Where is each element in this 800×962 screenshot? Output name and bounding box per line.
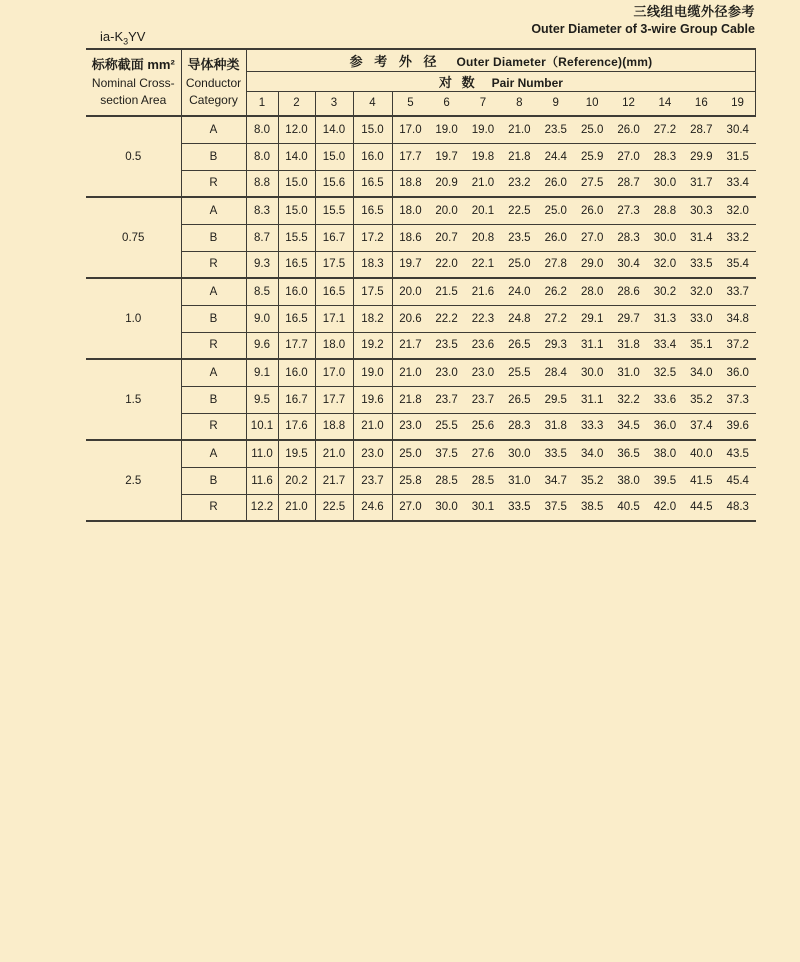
pair-number-header-cell: 7 — [465, 91, 501, 116]
diameter-value-cell: 26.0 — [538, 170, 574, 197]
diameter-value-cell: 20.0 — [399, 285, 422, 298]
diameter-value-cell: 17.0 — [399, 123, 422, 136]
diameter-value-cell: 36.0 — [647, 413, 683, 440]
diameter-value-cell: 32.0 — [726, 204, 749, 217]
diameter-value-cell: 29.0 — [574, 251, 610, 278]
diameter-value-cell: 16.0 — [353, 143, 392, 170]
diameter-value-cell: 8.5 — [246, 278, 278, 305]
diameter-value-cell: 16.5 — [315, 278, 353, 305]
diameter-value-cell: 19.0 — [353, 359, 392, 386]
diameter-value-cell: 33.4 — [647, 332, 683, 359]
diameter-value-cell: 9.3 — [246, 251, 278, 278]
diameter-value-cell: 21.8 — [501, 143, 537, 170]
nominal-size-cell: 0.5 — [86, 116, 181, 197]
diameter-value-cell: 18.6 — [392, 224, 428, 251]
diameter-value-cell: 18.0 — [315, 332, 353, 359]
diameter-value-cell: 23.0 — [392, 413, 428, 440]
diameter-value-cell: 31.5 — [720, 143, 756, 170]
diameter-value-cell: 27.0 — [392, 494, 428, 521]
diameter-value-cell: 31.4 — [683, 224, 719, 251]
diameter-value-cell: 16.7 — [315, 224, 353, 251]
table-row — [86, 440, 756, 467]
diameter-value-cell: 35.4 — [720, 251, 756, 278]
diameter-value-cell: 28.3 — [647, 143, 683, 170]
page-title — [531, 4, 755, 37]
diameter-value-cell: 25.0 — [501, 251, 537, 278]
diameter-value-cell: 30.0 — [580, 366, 604, 379]
page-title-zh: 三线组电缆外径参考 — [633, 4, 755, 19]
diameter-value-cell: 32.2 — [610, 386, 646, 413]
diameter-value-cell: 16.5 — [278, 305, 315, 332]
conductor-category-cell: B — [181, 467, 246, 494]
diameter-value-cell: 35.2 — [574, 467, 610, 494]
diameter-value-cell: 19.6 — [353, 386, 392, 413]
nominal-size-cell: 0.75 — [86, 197, 181, 278]
diameter-value-cell: 39.5 — [647, 467, 683, 494]
diameter-value-cell: 27.2 — [653, 123, 677, 136]
diameter-value-cell: 21.0 — [508, 123, 531, 136]
conductor-category-cell: R — [181, 170, 246, 197]
diameter-value-cell: 37.2 — [720, 332, 756, 359]
nominal-cross-section-header-en1: Nominal Cross- — [91, 75, 175, 90]
diameter-value-cell: 28.4 — [544, 366, 567, 379]
diameter-value-cell: 30.4 — [610, 251, 646, 278]
diameter-value-cell: 9.1 — [246, 359, 278, 386]
diameter-value-cell: 32.0 — [690, 285, 713, 298]
diameter-value-cell: 20.0 — [435, 204, 458, 217]
outer-diameter-span-header-zh: 参 考 外 径 — [349, 53, 441, 69]
conductor-category-cell: R — [181, 332, 246, 359]
conductor-category-cell: B — [181, 386, 246, 413]
diameter-value-cell: 44.5 — [683, 494, 719, 521]
diameter-value-cell: 30.2 — [653, 285, 677, 298]
diameter-value-cell: 28.5 — [428, 467, 464, 494]
diameter-value-cell: 22.2 — [428, 305, 464, 332]
diameter-value-cell: 22.0 — [428, 251, 464, 278]
diameter-value-cell: 30.3 — [690, 204, 713, 217]
diameter-value-cell: 23.5 — [428, 332, 464, 359]
diameter-value-cell: 28.7 — [610, 170, 646, 197]
diameter-value-cell: 16.0 — [278, 278, 315, 305]
diameter-value-cell: 12.2 — [246, 494, 278, 521]
diameter-value-cell: 41.5 — [683, 467, 719, 494]
diameter-value-cell: 21.0 — [465, 170, 501, 197]
conductor-category-cell: A — [181, 197, 246, 224]
diameter-value-cell: 33.5 — [501, 494, 537, 521]
diameter-value-cell: 9.6 — [246, 332, 278, 359]
diameter-value-cell: 21.7 — [315, 467, 353, 494]
cable-model-label — [100, 29, 145, 47]
diameter-value-cell: 8.3 — [246, 197, 278, 224]
nominal-size-cell: 1.0 — [86, 278, 181, 359]
nominal-cross-section-header-zh: 标称截面 mm² — [91, 56, 175, 72]
diameter-value-cell: 31.7 — [683, 170, 719, 197]
diameter-value-cell: 23.7 — [465, 386, 501, 413]
diameter-value-cell: 30.0 — [647, 224, 683, 251]
diameter-value-cell: 34.8 — [720, 305, 756, 332]
diameter-value-cell: 35.1 — [683, 332, 719, 359]
diameter-value-cell: 29.5 — [538, 386, 574, 413]
diameter-value-cell: 20.8 — [465, 224, 501, 251]
diameter-value-cell: 36.0 — [726, 366, 749, 379]
diameter-value-cell: 17.7 — [392, 143, 428, 170]
cable-model-suffix: YV — [128, 29, 146, 44]
pair-number-header-cell: 19 — [720, 91, 756, 116]
diameter-value-cell: 8.0 — [246, 116, 278, 143]
conductor-category-header — [181, 49, 246, 116]
nominal-size-cell: 2.5 — [86, 440, 181, 521]
diameter-value-cell: 23.6 — [465, 332, 501, 359]
diameter-value-cell: 28.3 — [501, 413, 537, 440]
diameter-value-cell: 17.7 — [315, 386, 353, 413]
pair-number-header-cell: 14 — [647, 91, 683, 116]
diameter-value-cell: 17.0 — [315, 359, 353, 386]
diameter-value-cell: 36.5 — [617, 447, 640, 460]
diameter-value-cell: 19.0 — [435, 123, 458, 136]
diameter-value-cell: 23.2 — [501, 170, 537, 197]
pair-number-header-cell: 4 — [353, 91, 392, 116]
conductor-category-header-zh: 导体种类 — [187, 56, 240, 72]
pair-number-span-header — [246, 71, 756, 91]
diameter-value-cell: 20.1 — [471, 204, 495, 217]
conductor-category-cell: A — [181, 116, 246, 143]
diameter-value-cell: 33.7 — [726, 285, 749, 298]
diameter-value-cell: 22.3 — [465, 305, 501, 332]
diameter-value-cell: 33.4 — [720, 170, 756, 197]
diameter-value-cell: 30.1 — [465, 494, 501, 521]
diameter-value-cell: 38.0 — [653, 447, 677, 460]
diameter-value-cell: 15.0 — [315, 143, 353, 170]
diameter-value-cell: 29.9 — [683, 143, 719, 170]
diameter-value-cell: 27.8 — [538, 251, 574, 278]
table-row — [86, 224, 756, 251]
diameter-value-cell: 8.0 — [246, 143, 278, 170]
diameter-value-cell: 11.6 — [246, 467, 278, 494]
conductor-category-cell: A — [181, 440, 246, 467]
diameter-value-cell: 8.7 — [246, 224, 278, 251]
diameter-value-cell: 24.0 — [508, 285, 531, 298]
diameter-value-cell: 34.5 — [610, 413, 646, 440]
diameter-value-cell: 32.5 — [653, 366, 677, 379]
diameter-value-cell: 25.0 — [580, 123, 604, 136]
table-row — [86, 116, 756, 143]
pair-number-header-cell: 3 — [315, 91, 353, 116]
diameter-value-cell: 33.2 — [720, 224, 756, 251]
diameter-value-cell: 15.5 — [315, 197, 353, 224]
diameter-value-cell: 19.2 — [353, 332, 392, 359]
table-row — [86, 413, 756, 440]
diameter-value-cell: 15.6 — [315, 170, 353, 197]
diameter-value-cell: 45.4 — [720, 467, 756, 494]
diameter-value-cell: 20.2 — [278, 467, 315, 494]
pair-number-header-cell: 2 — [278, 91, 315, 116]
diameter-value-cell: 28.3 — [610, 224, 646, 251]
diameter-value-cell: 39.6 — [720, 413, 756, 440]
diameter-value-cell: 15.0 — [278, 170, 315, 197]
diameter-value-cell: 30.0 — [508, 447, 531, 460]
diameter-value-cell: 15.0 — [278, 197, 315, 224]
diameter-value-cell: 21.0 — [353, 413, 392, 440]
conductor-category-cell: R — [181, 494, 246, 521]
conductor-category-cell: B — [181, 224, 246, 251]
diameter-value-cell: 10.1 — [246, 413, 278, 440]
diameter-value-cell: 17.5 — [353, 278, 392, 305]
pair-number-header-cell: 5 — [392, 91, 428, 116]
diameter-value-cell: 42.0 — [647, 494, 683, 521]
diameter-value-cell: 37.5 — [435, 447, 458, 460]
table-row — [86, 278, 756, 305]
diameter-value-cell: 21.7 — [392, 332, 428, 359]
diameter-value-cell: 26.0 — [580, 204, 604, 217]
diameter-value-cell: 23.5 — [544, 123, 567, 136]
diameter-value-cell: 24.4 — [538, 143, 574, 170]
diameter-value-cell: 21.0 — [399, 366, 422, 379]
diameter-value-cell: 31.8 — [610, 332, 646, 359]
diameter-value-cell: 21.6 — [471, 285, 495, 298]
diameter-value-cell: 23.0 — [353, 440, 392, 467]
diameter-value-cell: 20.6 — [392, 305, 428, 332]
table-head — [86, 49, 756, 116]
diameter-value-cell: 33.5 — [544, 447, 567, 460]
diameter-value-cell: 20.7 — [428, 224, 464, 251]
diameter-value-cell: 11.0 — [246, 440, 278, 467]
diameter-value-cell: 28.8 — [653, 204, 677, 217]
diameter-value-cell: 24.6 — [353, 494, 392, 521]
conductor-category-cell: A — [181, 278, 246, 305]
nominal-cross-section-header-en2: section Area — [100, 92, 167, 107]
diameter-value-cell: 26.0 — [538, 224, 574, 251]
diameter-value-cell: 40.5 — [610, 494, 646, 521]
diameter-value-cell: 23.5 — [501, 224, 537, 251]
diameter-value-cell: 32.0 — [647, 251, 683, 278]
pair-number-header-cell: 1 — [246, 91, 278, 116]
diameter-value-cell: 15.0 — [353, 116, 392, 143]
conductor-category-cell: A — [181, 359, 246, 386]
diameter-value-cell: 25.5 — [508, 366, 531, 379]
table-row — [86, 332, 756, 359]
diameter-value-cell: 23.0 — [471, 366, 495, 379]
pair-number-header-cell: 9 — [538, 91, 574, 116]
diameter-value-cell: 18.2 — [353, 305, 392, 332]
table-row — [86, 197, 756, 224]
table-body — [86, 116, 756, 521]
pair-number-header-cell: 8 — [501, 91, 537, 116]
diameter-value-cell: 12.0 — [278, 116, 315, 143]
diameter-value-cell: 29.1 — [574, 305, 610, 332]
diameter-value-cell: 18.0 — [399, 204, 422, 217]
diameter-value-cell: 17.1 — [315, 305, 353, 332]
pair-number-header-cell: 16 — [683, 91, 719, 116]
diameter-value-cell: 27.3 — [617, 204, 640, 217]
table-row — [86, 305, 756, 332]
conductor-category-header-en2: Category — [189, 92, 238, 107]
nominal-size-cell: 1.5 — [86, 359, 181, 440]
table-row — [86, 494, 756, 521]
diameter-value-cell: 9.5 — [246, 386, 278, 413]
diameter-value-cell: 31.0 — [501, 467, 537, 494]
diameter-value-cell: 27.5 — [574, 170, 610, 197]
diameter-value-cell: 23.7 — [353, 467, 392, 494]
pair-number-header-cell: 12 — [610, 91, 646, 116]
diameter-value-cell: 18.8 — [315, 413, 353, 440]
diameter-value-cell: 22.1 — [465, 251, 501, 278]
diameter-value-cell: 27.0 — [610, 143, 646, 170]
diameter-value-cell: 16.7 — [278, 386, 315, 413]
diameter-value-cell: 17.7 — [278, 332, 315, 359]
diameter-value-cell: 33.3 — [574, 413, 610, 440]
diameter-value-cell: 22.5 — [315, 494, 353, 521]
diameter-value-cell: 24.8 — [501, 305, 537, 332]
diameter-value-cell: 25.9 — [574, 143, 610, 170]
diameter-value-cell: 25.0 — [544, 204, 567, 217]
diameter-value-cell: 25.0 — [399, 447, 422, 460]
cable-model-prefix: ia-K — [100, 29, 124, 44]
diameter-value-cell: 25.5 — [428, 413, 464, 440]
diameter-value-cell: 19.7 — [428, 143, 464, 170]
diameter-value-cell: 19.7 — [392, 251, 428, 278]
diameter-value-cell: 35.2 — [683, 386, 719, 413]
diameter-value-cell: 9.0 — [246, 305, 278, 332]
diameter-value-cell: 26.0 — [617, 123, 640, 136]
diameter-value-cell: 31.3 — [647, 305, 683, 332]
diameter-value-cell: 25.6 — [465, 413, 501, 440]
diameter-value-cell: 16.5 — [353, 197, 392, 224]
diameter-value-cell: 34.0 — [690, 366, 713, 379]
diameter-value-cell: 31.8 — [538, 413, 574, 440]
table-row — [86, 251, 756, 278]
pair-number-span-header-en: Pair Number — [491, 75, 563, 90]
table-row — [86, 386, 756, 413]
diameter-value-cell: 38.5 — [574, 494, 610, 521]
diameter-value-cell: 19.8 — [465, 143, 501, 170]
table-row — [86, 467, 756, 494]
page-title-en: Outer Diameter of 3-wire Group Cable — [531, 21, 755, 36]
diameter-value-cell: 40.0 — [690, 447, 713, 460]
diameter-value-cell: 16.0 — [278, 359, 315, 386]
diameter-value-cell: 26.5 — [501, 332, 537, 359]
diameter-value-cell: 28.5 — [465, 467, 501, 494]
diameter-value-cell: 25.8 — [392, 467, 428, 494]
diameter-value-cell: 16.5 — [278, 251, 315, 278]
diameter-value-cell: 8.8 — [246, 170, 278, 197]
table-row — [86, 359, 756, 386]
diameter-value-cell: 28.0 — [580, 285, 604, 298]
conductor-category-cell: R — [181, 413, 246, 440]
pair-number-header-cell: 10 — [574, 91, 610, 116]
diameter-value-cell: 23.0 — [435, 366, 458, 379]
diameter-value-cell: 28.6 — [617, 285, 640, 298]
diameter-value-cell: 34.0 — [580, 447, 604, 460]
diameter-value-cell: 18.3 — [353, 251, 392, 278]
outer-diameter-table — [86, 48, 756, 522]
cable-model-subscript: 3 — [123, 36, 129, 47]
diameter-value-cell: 37.3 — [720, 386, 756, 413]
diameter-value-cell: 31.1 — [574, 386, 610, 413]
diameter-value-cell: 21.5 — [435, 285, 458, 298]
diameter-value-cell: 27.6 — [471, 447, 495, 460]
diameter-value-cell: 37.5 — [538, 494, 574, 521]
conductor-category-cell: B — [181, 305, 246, 332]
diameter-value-cell: 18.8 — [392, 170, 428, 197]
conductor-category-cell: R — [181, 251, 246, 278]
diameter-value-cell: 20.9 — [428, 170, 464, 197]
diameter-value-cell: 38.0 — [610, 467, 646, 494]
outer-diameter-span-header-en: Outer Diameter（Reference)(mm) — [456, 54, 653, 69]
conductor-category-header-en1: Conductor — [185, 75, 242, 90]
diameter-value-cell: 33.5 — [683, 251, 719, 278]
diameter-value-cell: 26.5 — [501, 386, 537, 413]
diameter-value-cell: 33.6 — [647, 386, 683, 413]
diameter-value-cell: 21.0 — [278, 494, 315, 521]
diameter-value-cell: 29.7 — [610, 305, 646, 332]
diameter-value-cell: 17.6 — [278, 413, 315, 440]
diameter-value-cell: 31.0 — [617, 366, 640, 379]
diameter-value-cell: 23.7 — [428, 386, 464, 413]
table-row — [86, 170, 756, 197]
nominal-cross-section-header — [86, 49, 181, 116]
diameter-value-cell: 30.0 — [647, 170, 683, 197]
diameter-value-cell: 26.2 — [544, 285, 567, 298]
diameter-value-cell: 15.5 — [278, 224, 315, 251]
diameter-value-cell: 19.0 — [471, 123, 495, 136]
diameter-value-cell: 28.7 — [690, 123, 713, 136]
diameter-value-cell: 22.5 — [508, 204, 531, 217]
diameter-value-cell: 31.1 — [574, 332, 610, 359]
diameter-value-cell: 21.8 — [392, 386, 428, 413]
diameter-value-cell: 30.0 — [428, 494, 464, 521]
pair-number-header-cell: 6 — [428, 91, 464, 116]
outer-diameter-span-header — [246, 49, 756, 71]
diameter-value-cell: 33.0 — [683, 305, 719, 332]
diameter-value-cell: 17.2 — [353, 224, 392, 251]
diameter-value-cell: 27.2 — [538, 305, 574, 332]
diameter-value-cell: 14.0 — [315, 116, 353, 143]
diameter-value-cell: 29.3 — [538, 332, 574, 359]
diameter-value-cell: 16.5 — [353, 170, 392, 197]
diameter-value-cell: 30.4 — [726, 123, 749, 136]
header-row-1 — [86, 49, 756, 71]
diameter-value-cell: 34.7 — [538, 467, 574, 494]
diameter-value-cell: 27.0 — [574, 224, 610, 251]
diameter-value-cell: 43.5 — [726, 447, 749, 460]
diameter-value-cell: 19.5 — [278, 440, 315, 467]
table-row — [86, 143, 756, 170]
diameter-value-cell: 21.0 — [315, 440, 353, 467]
diameter-value-cell: 48.3 — [720, 494, 756, 521]
diameter-value-cell: 14.0 — [278, 143, 315, 170]
diameter-value-cell: 17.5 — [315, 251, 353, 278]
conductor-category-cell: B — [181, 143, 246, 170]
diameter-value-cell: 37.4 — [683, 413, 719, 440]
pair-number-span-header-zh: 对 数 — [439, 74, 478, 90]
